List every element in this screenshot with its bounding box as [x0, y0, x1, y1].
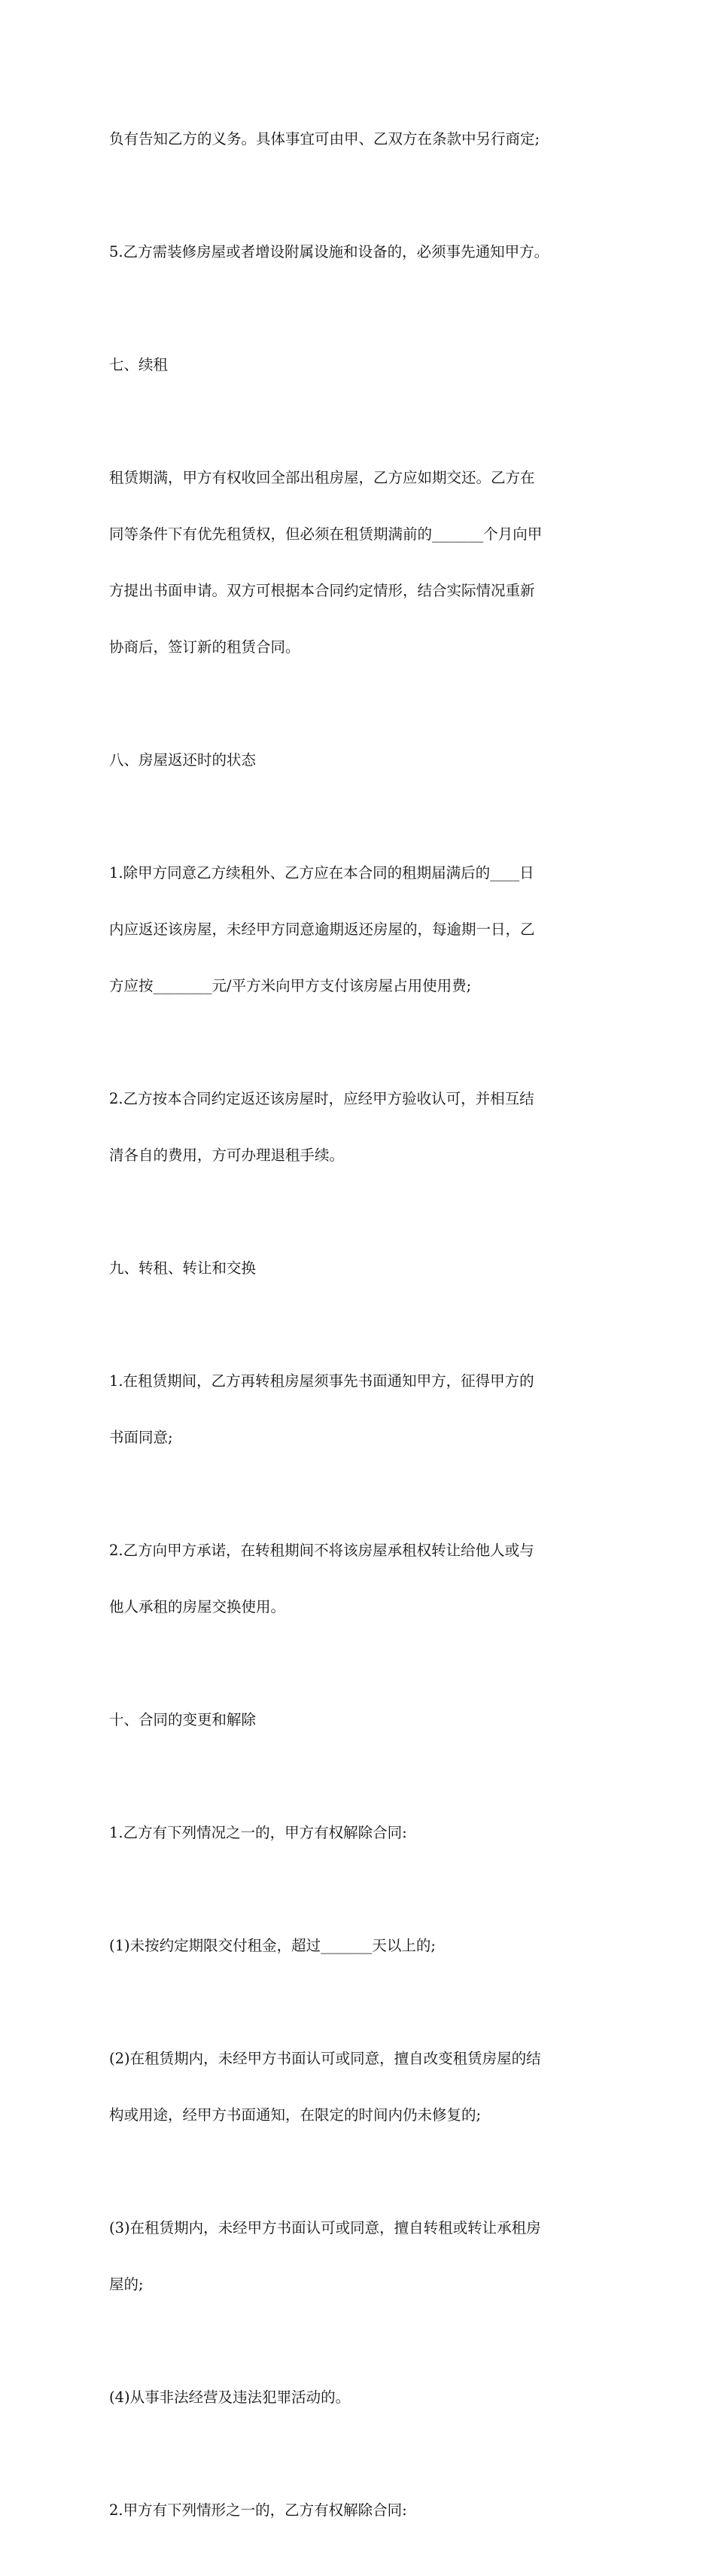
section-heading-sublease — [109, 1221, 610, 1315]
text-line: 方提出书面申请。双方可根据本合同约定情形，结合实际情况重新 — [109, 582, 535, 599]
text-line: 清各自的费用，方可办理退租手续。 — [109, 1146, 345, 1164]
text-line: (1)未按约定期限交付租金，超过_______天以上的; — [109, 1937, 436, 1954]
paragraph-sublease-1 — [109, 1334, 610, 1484]
paragraph-termination-1-item-1 — [109, 1899, 610, 1993]
paragraph-termination-1-item-2 — [109, 2011, 610, 2162]
document-page — [109, 92, 610, 2576]
paragraph-termination-1 — [109, 1786, 610, 1880]
section-heading-termination — [109, 1673, 610, 1767]
text-line: 八、房屋返还时的状态 — [109, 751, 257, 769]
text-line: 2.乙方按本合同约定返还该房屋时，应经甲方验收认可，并相互结 — [109, 1090, 534, 1107]
section-heading-renewal — [109, 318, 610, 412]
text-line: 构或用途，经甲方书面通知，在限定的时间内仍未修复的; — [109, 2106, 482, 2124]
paragraph-termination-1-item-4 — [109, 2350, 610, 2444]
paragraph-renewal — [109, 431, 610, 694]
paragraph-return-1 — [109, 826, 610, 1033]
paragraph-termination-2 — [109, 2463, 610, 2557]
text-line: 书面同意; — [109, 1429, 173, 1446]
text-line: 负有告知乙方的义务。具体事宜可由甲、乙双方在条款中另行商定; — [109, 130, 540, 148]
section-heading-return-state — [109, 713, 610, 807]
text-line: 屋的; — [109, 2276, 144, 2293]
text-line: 同等条件下有优先租赁权，但必须在租赁期满前的_______个月向甲 — [109, 525, 543, 543]
paragraph-clause-5 — [109, 205, 610, 299]
text-line: 5.乙方需装修房屋或者增设附属设施和设备的，必须事先通知甲方。 — [109, 243, 549, 260]
text-line: 1.除甲方同意乙方续租外、乙方应在本合同的租期届满后的____日 — [109, 864, 534, 882]
text-line: 2.乙方向甲方承诺，在转租期间不将该房屋承租权转让给他人或与 — [109, 1542, 534, 1559]
text-line: 七、续租 — [109, 356, 169, 373]
text-line: 他人承租的房屋交换使用。 — [109, 1598, 286, 1615]
text-line: 2.甲方有下列情形之一的，乙方有权解除合同: — [109, 2501, 407, 2519]
paragraph-return-2 — [109, 1052, 610, 1202]
text-line: 内应返还该房屋，未经甲方同意逾期返还房屋的，每逾期一日，乙 — [109, 921, 535, 938]
text-line: 1.乙方有下列情况之一的，甲方有权解除合同: — [109, 1824, 407, 1841]
text-line: (4)从事非法经营及违法犯罪活动的。 — [109, 2389, 351, 2406]
paragraph-obligation — [109, 92, 610, 186]
text-line: 九、转租、转让和交换 — [109, 1259, 257, 1277]
text-line: (3)在租赁期内，未经甲方书面认可或同意，擅自转租或转让承租房 — [109, 2219, 541, 2236]
text-line: 租赁期满，甲方有权收回全部出租房屋，乙方应如期交还。乙方在 — [109, 469, 535, 486]
text-line: 协商后，签订新的租赁合同。 — [109, 638, 300, 656]
paragraph-termination-1-item-3 — [109, 2181, 610, 2331]
text-line: 十、合同的变更和解除 — [109, 1711, 257, 1728]
text-line: 方应按________元/平方米向甲方支付该房屋占用使用费; — [109, 977, 472, 994]
text-line: (2)在租赁期内，未经甲方书面认可或同意，擅自改变租赁房屋的结 — [109, 2050, 541, 2067]
text-line: 1.在租赁期间，乙方再转租房屋须事先书面通知甲方，征得甲方的 — [109, 1372, 534, 1390]
paragraph-sublease-2 — [109, 1503, 610, 1654]
